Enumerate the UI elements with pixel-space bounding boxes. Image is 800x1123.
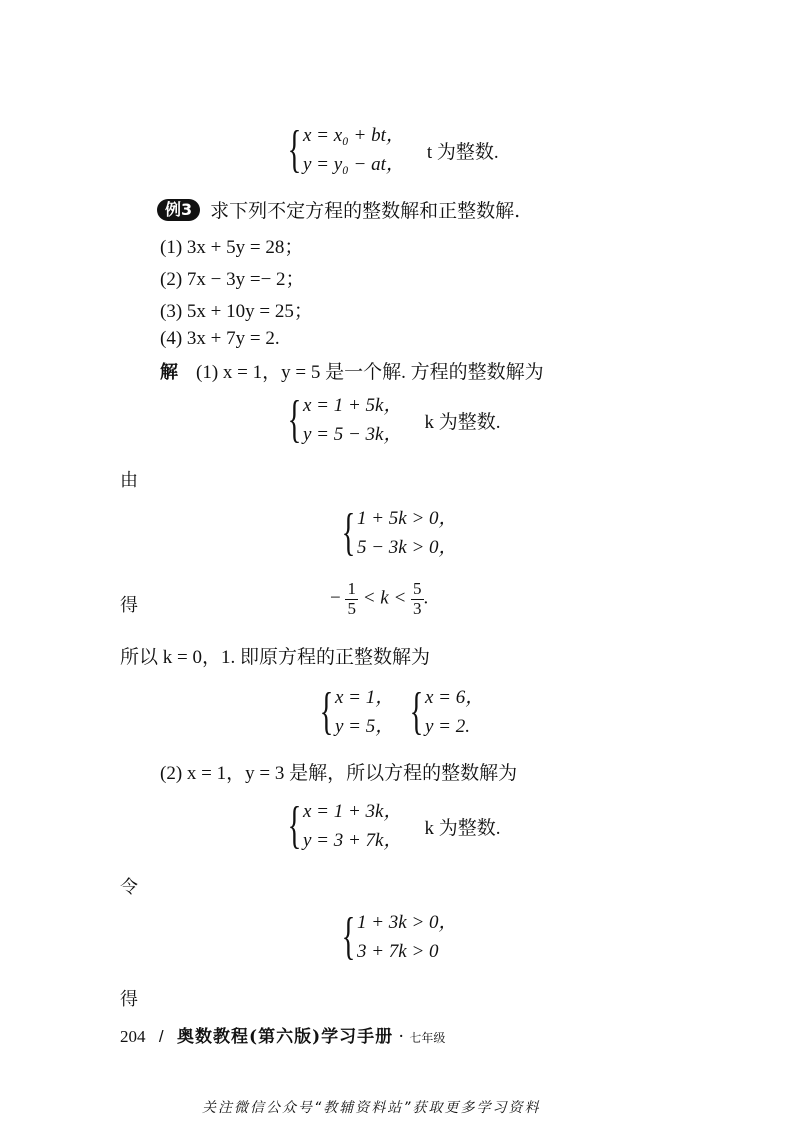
system-row: 3 + 7k > 0	[356, 941, 439, 962]
exercise-item-4: (4) 3x + 7y = 2.	[160, 328, 280, 349]
system-row: y = 5 − 3k，	[302, 424, 403, 445]
example-badge: 例3	[157, 199, 200, 221]
general-solution-system	[282, 121, 499, 179]
k-values-line: 所以 k = 0，1. 即原方程的正整数解为	[120, 647, 430, 668]
inequality-middle: < k <	[362, 587, 407, 609]
solution-line-2: (2) x = 1，y = 3 是解，所以方程的整数解为	[160, 763, 518, 784]
system-row: x = 1 + 3k，	[302, 801, 403, 822]
solution-line-1	[160, 357, 544, 384]
book-title: 奥数教程(第六版)学习手册	[177, 1027, 394, 1047]
left-brace: {	[287, 121, 302, 178]
solution-label: 解	[160, 362, 178, 383]
system-row: 1 + 3k > 0，	[356, 912, 458, 933]
integer-solution-system-2	[282, 797, 501, 855]
system-condition: k 为整数.	[424, 817, 501, 839]
word-you: 由	[120, 470, 138, 491]
left-brace: {	[341, 908, 356, 965]
fraction-denominator: 5	[347, 598, 356, 618]
page-footer	[120, 1022, 445, 1047]
footer-dot: ·	[398, 1027, 404, 1047]
system-row: x = 6，	[424, 687, 485, 708]
k-range-inequality	[330, 580, 428, 618]
system-condition: k 为整数.	[424, 411, 501, 433]
footer-slash: /	[158, 1027, 164, 1046]
fraction-numerator: 5	[413, 579, 422, 598]
integer-solution-system-1	[282, 391, 501, 449]
left-brace: {	[287, 391, 302, 448]
fraction-one-fifth	[345, 580, 358, 618]
grade-label: 七年级	[409, 1031, 446, 1045]
left-brace: {	[319, 683, 334, 740]
system-row: y = y₀ − at，	[302, 154, 405, 175]
fraction-denominator: 3	[413, 598, 422, 618]
exercise-item-3: (3) 5x + 10y = 25；	[160, 301, 313, 322]
example-heading	[157, 196, 520, 223]
system-row: 1 + 5k > 0，	[356, 508, 458, 529]
example-prompt: 求下列不定方程的整数解和正整数解.	[210, 200, 521, 222]
minus-sign: −	[330, 587, 341, 609]
left-brace: {	[341, 504, 356, 561]
positive-solution-system-a	[314, 683, 394, 741]
positive-solution-system-b	[404, 683, 484, 741]
left-brace: {	[287, 797, 302, 854]
exercise-item-1: (1) 3x + 5y = 28；	[160, 237, 304, 258]
system-condition: t 为整数.	[426, 141, 499, 163]
word-ling: 令	[120, 877, 138, 898]
solution-text-1: (1) x = 1，y = 5 是一个解. 方程的整数解为	[196, 362, 544, 383]
system-row: y = 3 + 7k，	[302, 830, 403, 851]
inequality-system-1	[336, 504, 458, 562]
word-de-2: 得	[120, 989, 138, 1010]
fraction-numerator: 1	[347, 579, 356, 598]
word-de-1: 得	[120, 595, 138, 616]
exercise-item-2: (2) 7x − 3y =− 2；	[160, 269, 305, 290]
system-row: y = 5，	[334, 716, 395, 737]
watermark-note: 关注微信公众号“教辅资料站”获取更多学习资料	[202, 1100, 541, 1116]
inequality-end: .	[423, 587, 429, 609]
system-row: x = 1 + 5k，	[302, 395, 403, 416]
system-row: x = x₀ + bt，	[302, 125, 405, 146]
fraction-five-thirds	[411, 580, 424, 618]
inequality-system-2	[336, 908, 458, 966]
system-row: x = 1，	[334, 687, 395, 708]
page-number: 204	[120, 1027, 146, 1046]
system-row: 5 − 3k > 0，	[356, 537, 458, 558]
left-brace: {	[409, 683, 424, 740]
system-row: y = 2.	[424, 716, 470, 737]
